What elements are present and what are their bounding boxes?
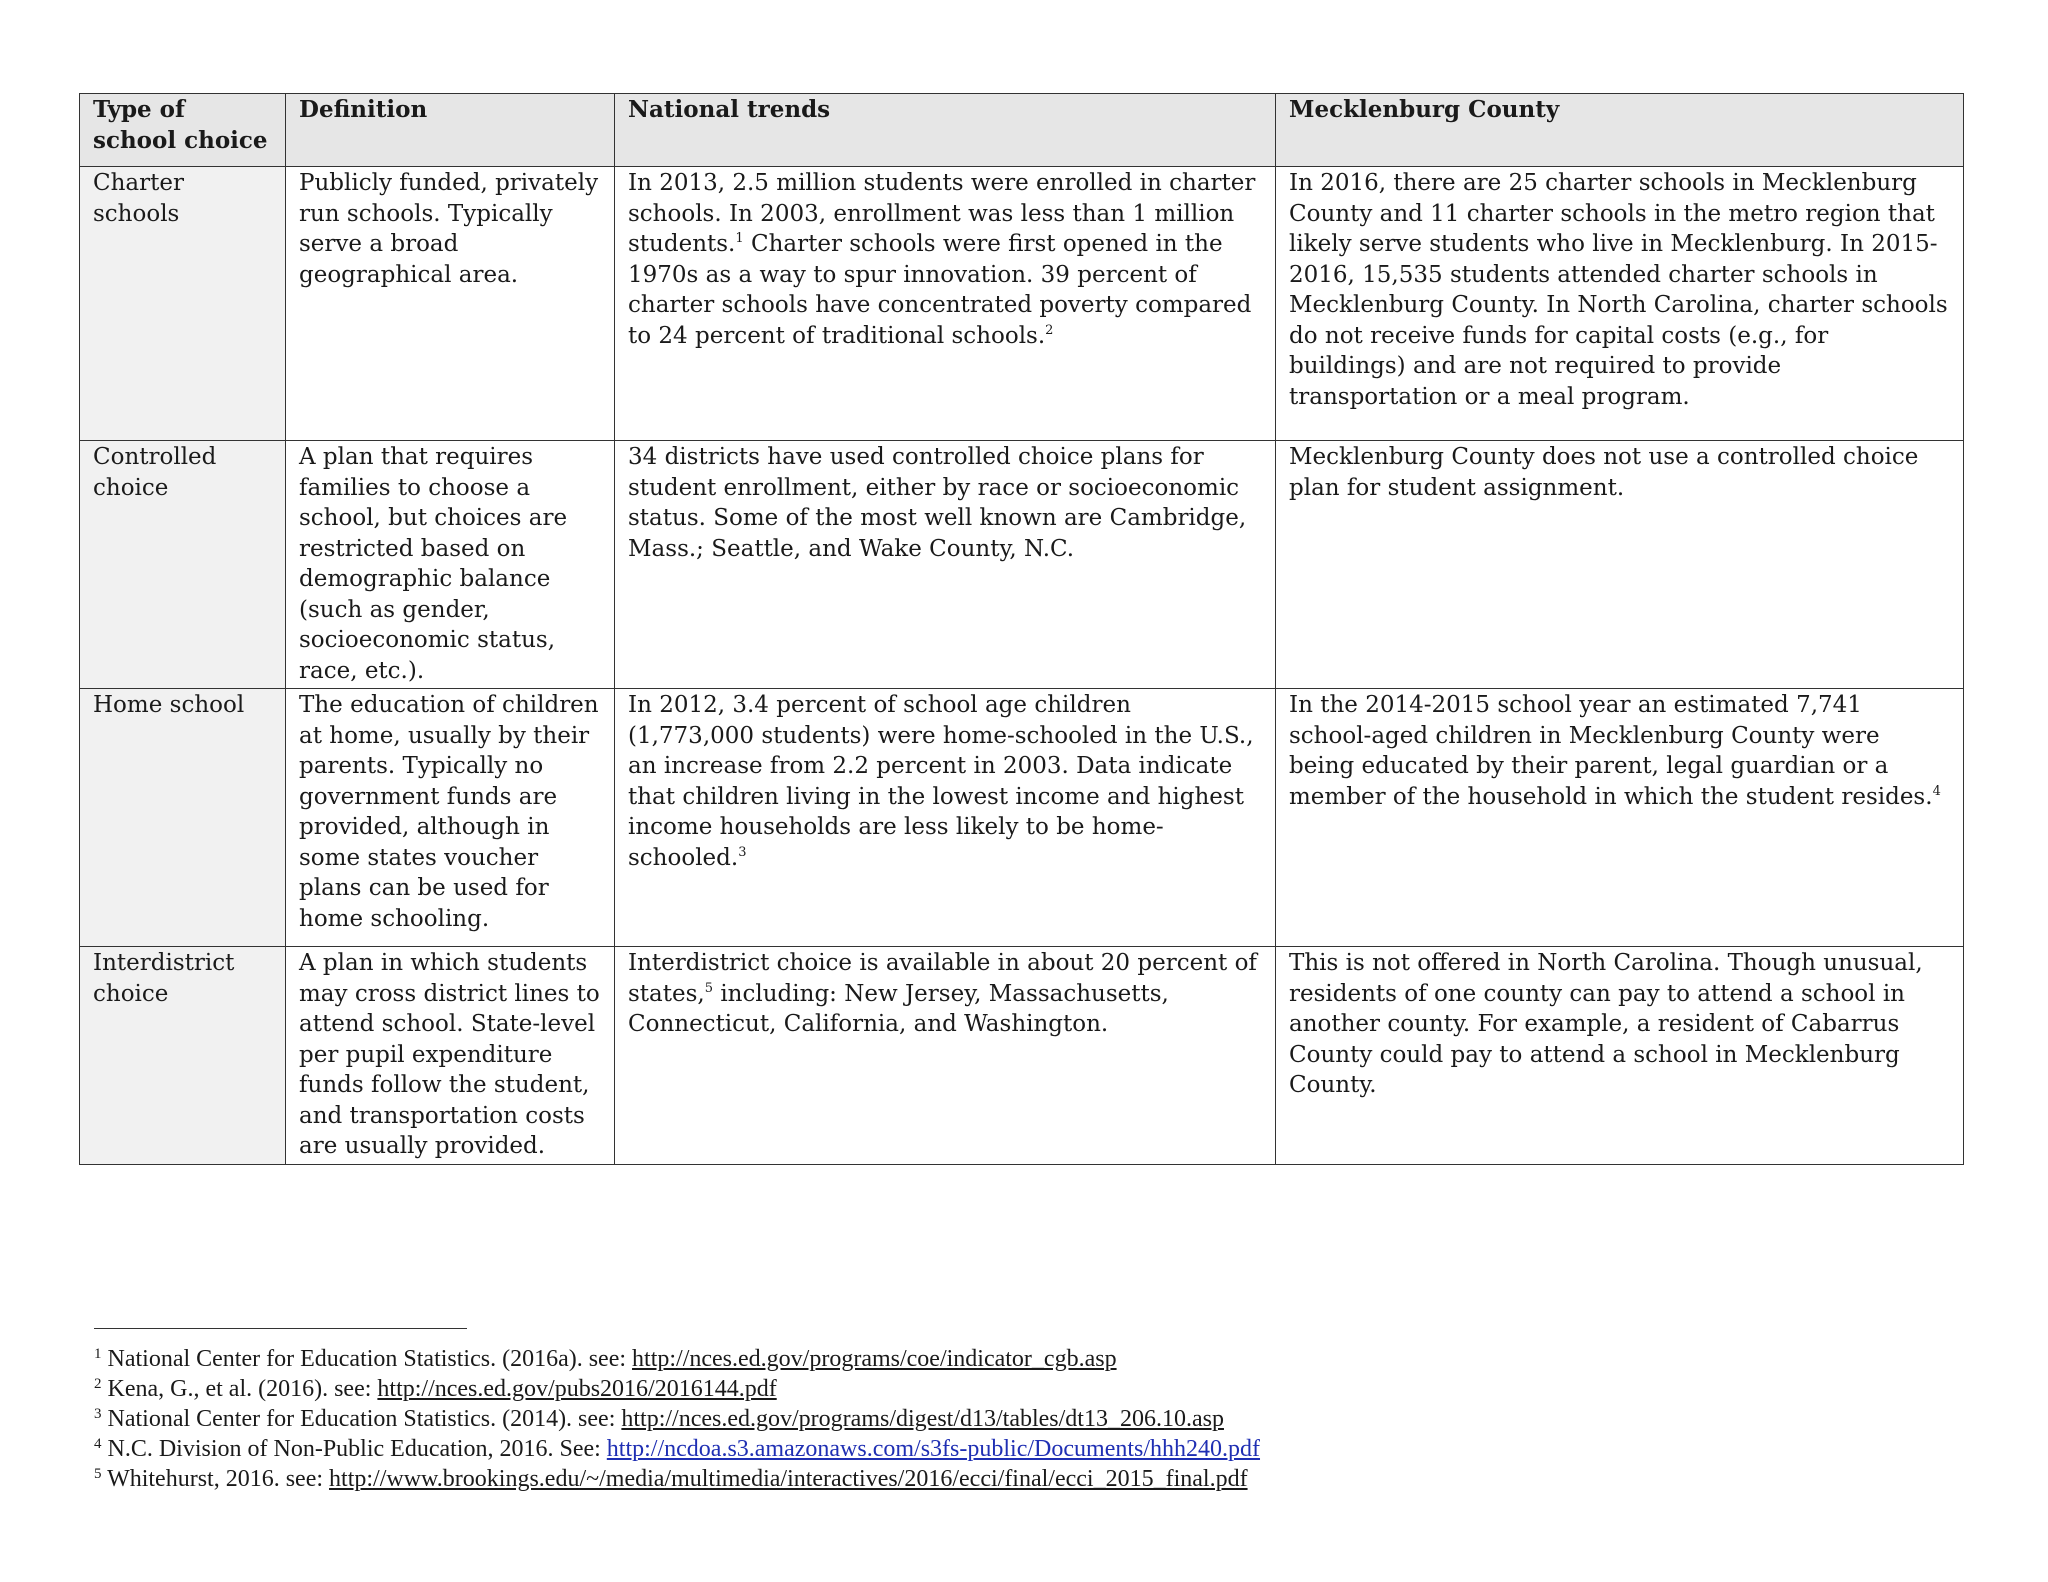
type-cell: Charter schools <box>80 167 286 441</box>
footnotes <box>94 1344 1894 1494</box>
footnote-link[interactable]: http://nces.ed.gov/programs/digest/d13/tables/dt13_206.10.asp <box>621 1406 1224 1432</box>
header-definition: Definition <box>286 94 615 167</box>
mecklenburg-cell: This is not offered in North Carolina. Though unusual, residents of one county can pay to attend a school in another county. For example, a resident of Cabarrus County could pay to attend a school in Mecklenburg County. <box>1276 947 1964 1165</box>
footnote-ref[interactable]: 2 <box>1045 322 1054 338</box>
definition-cell: Publicly funded, privately run schools. Typically serve a broad geographical area. <box>286 167 615 441</box>
footnote-link[interactable]: http://nces.ed.gov/programs/coe/indicator_cgb.asp <box>632 1346 1117 1372</box>
table-row-charter-schools <box>80 167 1964 441</box>
footnote-number: 1 <box>94 1346 102 1362</box>
cell-text: including: New Jersey, Massachusetts, Connecticut, California, and Washington. <box>628 980 1169 1037</box>
footnote-separator <box>94 1328 467 1329</box>
footnote-5 <box>94 1464 1894 1494</box>
cell-text: In 2012, 3.4 percent of school age children (1,773,000 students) were home-schooled in the U.S., an increase from 2.2 percent in 2003. Data indicate that children living in the lowest income and highest income households are less likely to be home-schooled. <box>628 692 1254 871</box>
footnote-2 <box>94 1374 1894 1404</box>
national-trends-cell <box>615 947 1276 1165</box>
footnote-4 <box>94 1434 1894 1464</box>
footnote-link[interactable]: http://www.brookings.edu/~/media/multimedia/interactives/2016/ecci/final/ecci_2015_final.pdf <box>329 1466 1248 1492</box>
national-trends-cell: 34 districts have used controlled choice plans for student enrollment, either by race or socioeconomic status. Some of the most well known are Cambridge, Mass.; Seattle, and Wake County, N.C. <box>615 441 1276 689</box>
footnote-text: National Center for Education Statistics. (2014). see: <box>101 1406 622 1432</box>
footnote-text: Kena, G., et al. (2016). see: <box>101 1376 378 1402</box>
footnote-ref[interactable]: 4 <box>1932 783 1941 799</box>
type-cell: Interdistrict choice <box>80 947 286 1165</box>
footnote-ref[interactable]: 3 <box>738 844 747 860</box>
table-row-home-school <box>80 689 1964 947</box>
cell-text: Interdistrict choice is available in about 20 percent of states, <box>628 950 1257 1007</box>
definition-cell: The education of children at home, usually by their parents. Typically no government funds are provided, although in some states voucher plans can be used for home schooling. <box>286 689 615 947</box>
footnote-text: National Center for Education Statistics. (2016a). see: <box>101 1346 633 1372</box>
footnote-ref[interactable]: 5 <box>704 980 714 996</box>
national-trends-cell <box>615 689 1276 947</box>
school-choice-table <box>79 93 1964 1165</box>
footnote-link[interactable]: http://ncdoa.s3.amazonaws.com/s3fs-public/Documents/hhh240.pdf <box>606 1436 1261 1462</box>
footnote-link[interactable]: http://nces.ed.gov/pubs2016/2016144.pdf <box>377 1376 777 1402</box>
footnote-number: 5 <box>94 1466 102 1482</box>
table-row-interdistrict-choice <box>80 947 1964 1165</box>
table-header-row <box>80 94 1964 167</box>
footnote-1 <box>94 1344 1894 1374</box>
cell-text: In 2013, 2.5 million students were enrolled in charter schools. In 2003, enrollment was less than 1 million students. <box>628 170 1256 257</box>
mecklenburg-cell <box>1276 689 1964 947</box>
cell-text: Charter schools were first opened in the 1970s as a way to spur innovation. 39 percent of charter schools have concentrated poverty compared to 24 percent of traditional schools. <box>628 231 1252 349</box>
footnote-number: 3 <box>94 1406 102 1422</box>
national-trends-cell <box>615 167 1276 441</box>
footnote-ref[interactable]: 1 <box>735 231 744 246</box>
footnote-text: Whitehurst, 2016. see: <box>101 1466 330 1492</box>
mecklenburg-cell: In 2016, there are 25 charter schools in Mecklenburg County and 11 charter schools in the metro region that likely serve students who live in Mecklenburg. In 2015-2016, 15,535 students attended charter schools in Mecklenburg County. In North Carolina, charter schools do not receive funds for capital costs (e.g., for buildings) and are not required to provide transportation or a meal program. <box>1276 167 1964 441</box>
cell-text: In the 2014-2015 school year an estimated 7,741 school-aged children in Mecklenburg County were being educated by their parent, legal guardian or a member of the household in which the student resides. <box>1289 692 1933 810</box>
header-type: Type of school choice <box>80 94 286 167</box>
mecklenburg-cell: Mecklenburg County does not use a controlled choice plan for student assignment. <box>1276 441 1964 689</box>
footnote-number: 2 <box>94 1376 102 1392</box>
table-row-controlled-choice <box>80 441 1964 689</box>
definition-cell: A plan that requires families to choose a school, but choices are restricted based on demographic balance (such as gender, socioeconomic status, race, etc.). <box>286 441 615 689</box>
header-national-trends: National trends <box>615 94 1276 167</box>
type-cell: Home school <box>80 689 286 947</box>
footnote-3 <box>94 1404 1894 1434</box>
type-cell: Controlled choice <box>80 441 286 689</box>
definition-cell: A plan in which students may cross district lines to attend school. State-level per pupil expenditure funds follow the student, and transportation costs are usually provided. <box>286 947 615 1165</box>
footnote-text: N.C. Division of Non-Public Education, 2016. See: <box>101 1436 607 1462</box>
header-mecklenburg-county: Mecklenburg County <box>1276 94 1964 167</box>
footnote-number: 4 <box>94 1436 102 1452</box>
